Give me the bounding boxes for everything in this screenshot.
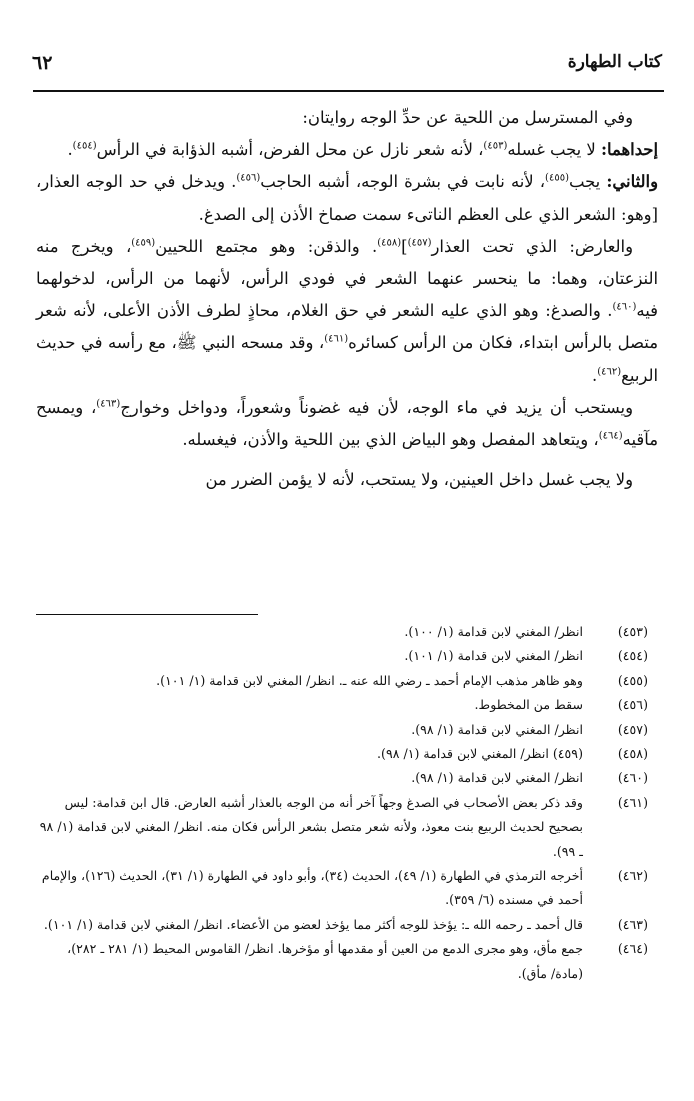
footnote-text: انظر/ المغني لابن قدامة (١/ ٩٨). [411,721,583,737]
text-run: ويستحب أن يزيد في ماء الوجه، لأن فيه غضوناً وشعوراً، ودواخل وخوارج [120,397,633,417]
footnote-text: جمع مأق، وهو مجرى الدمع من العين أو مقدمها أو مؤخرها. انظر/ القاموس المحيط (١/ ٢٨١ ـ ٢٨٢)، (مادة/ مأق). [67,941,583,981]
footnote-text: انظر/ المغني لابن قدامة (١/ ١٠١). [404,648,583,664]
text-run: . والصدغ: وهو الذي عليه الشعر في حق الغلام، محاذٍ لطرف الأذن الأعلى، لأنه شعر متصل بالرأس ابتداء، فكان من الرأس كسائره [36,301,658,353]
footnote-ref: (٤٦١) [324,333,349,345]
text-run: ] [401,236,408,256]
footnote-number: (٤٥٤) [617,648,648,664]
footnote [36,718,658,742]
footnote [36,669,658,693]
footnote-number: (٤٦٠) [617,770,648,786]
footnote [36,937,658,986]
footnote-text: وهو ظاهر مذهب الإمام أحمد ـ رضي الله عنه ـ. انظر/ المغني لابن قدامة (١/ ١٠١). [156,672,583,688]
footnote-ref: (٤٥٥) [545,172,569,184]
text-run: يجب [568,172,607,192]
text-run: لا يجب غسله [507,140,601,160]
footnote-text: انظر/ المغني لابن قدامة (١/ ٩٨). [411,770,583,786]
footnote-number: (٤٦٣) [617,916,648,932]
paragraph-recommended [36,392,658,456]
footnote [36,742,658,766]
text-run: . ويدخل في حد الوجه العذار، [وهو: الشعر الذي على العظم الناتىء سمت صماخ الأذن إلى الصدغ. [36,172,658,224]
footnote-text: قال أحمد ـ رحمه الله ـ: يؤخذ للوجه أكثر مما يؤخذ لعضو من الأعضاء. انظر/ المغني لابن قدامة (١/ ١٠١). [43,916,583,932]
paragraph-aridh [36,231,658,392]
paragraph-first-narration [36,134,658,166]
footnote [36,864,658,913]
footnote-number: (٤٥٣) [617,624,648,639]
footnote-ref: (٤٥٧) [407,237,432,249]
text-run: ، لأنه نابت في بشرة الوجه، أشبه الحاجب [260,172,546,192]
footnote-ref: (٤٦٢) [597,366,622,378]
paragraph-eyes: ولا يجب غسل داخل العينين، ولا يستحب، لأنه لا يؤمن الضرر من [205,470,633,490]
footnote-number: (٤٦٢) [617,868,648,884]
footnote-text: (٤٥٩) انظر/ المغني لابن قدامة (١/ ٩٨). [377,746,583,762]
footnote-ref: (٤٥٦) [236,172,261,184]
footnote-number: (٤٦١) [617,794,648,810]
footnote-number: (٤٥٨) [617,746,648,762]
footnote-ref: (٤٦٤) [598,430,623,442]
text-run: ، ويتعاهد المفصل وهو البياض الذي بين اللحية والأذن، فيغسله. [182,430,599,450]
footnote-ref: (٤٥٩) [131,237,156,249]
footnote-text: وقد ذكر بعض الأصحاب في الصدغ وجهاً آخر أنه من الوجه بالعذار أشبه العارض. قال ابن قدامة: ليس بصحيح لحديث الربيع بنت معوذ، ولأنه شعر متصل بشعر الرأس فكان منه. انظر/ المغني لابن قدامة (١/ ٩٨ ـ ٩٩). [39,794,583,859]
footnote [36,766,658,790]
footnote [36,791,658,864]
footnote [36,620,658,644]
footnote-text: سقط من المخطوط. [474,697,583,713]
lead-word: إحداهما: [600,140,658,160]
text-run: والعارض: الذي تحت العذار [431,236,633,256]
main-text [36,102,658,496]
footnote-number: (٤٥٥) [617,672,648,688]
footnotes [36,620,658,986]
footnote-separator [36,614,258,615]
text-run: ، لأنه شعر نازل عن محل الفرض، أشبه الذؤابة في الرأس [96,140,484,160]
lead-word: والثاني: [606,172,659,192]
header-rule [33,90,664,92]
text-run: . [592,365,598,385]
footnote-number: (٤٦٤) [617,941,648,957]
footnote [36,693,658,717]
footnote-ref: (٤٥٤) [72,140,97,152]
text-run: . [67,140,73,160]
text-run: ، ويمسح مآقيه [36,397,658,450]
page-header [32,50,662,82]
footnote-ref: (٤٦٠) [612,301,637,313]
footnote [36,644,658,668]
footnote-ref: (٤٥٨) [377,237,402,249]
paragraph-intro: وفي المسترسل من اللحية عن حدِّ الوجه روايتان: [302,108,633,127]
footnote-ref: (٤٦٣) [96,398,121,410]
footnote-number: (٤٥٦) [617,697,648,713]
page-number: ٦٢ [32,52,53,74]
text-run: ، ويخرج منه النزعتان، وهما: ما ينحسر عنهما الشعر في فودي الرأس، لأنهما من الرأس، لدخولهما فيه [36,236,658,321]
footnote-number: (٤٥٧) [617,721,648,737]
footnote [36,913,658,937]
text-run: . والذقن: وهو مجتمع اللحيين [155,236,378,256]
footnote-text: انظر/ المغني لابن قدامة (١/ ١٠٠). [404,624,583,639]
text-run: ، وقد مسحه النبي ﷺ، مع رأسه في حديث الربيع [36,333,658,385]
footnote-ref: (٤٥٣) [483,140,508,152]
book-title: كتاب الطهارة [567,52,662,72]
paragraph-second-narration [36,166,658,230]
footnote-text: أخرجه الترمذي في الطهارة (١/ ٤٩)، الحديث (٣٤)، وأبو داود في الطهارة (١/ ٣١)، الحديث (١٢٦)، والإمام أحمد في مسنده (٦/ ٣٥٩). [41,868,583,908]
